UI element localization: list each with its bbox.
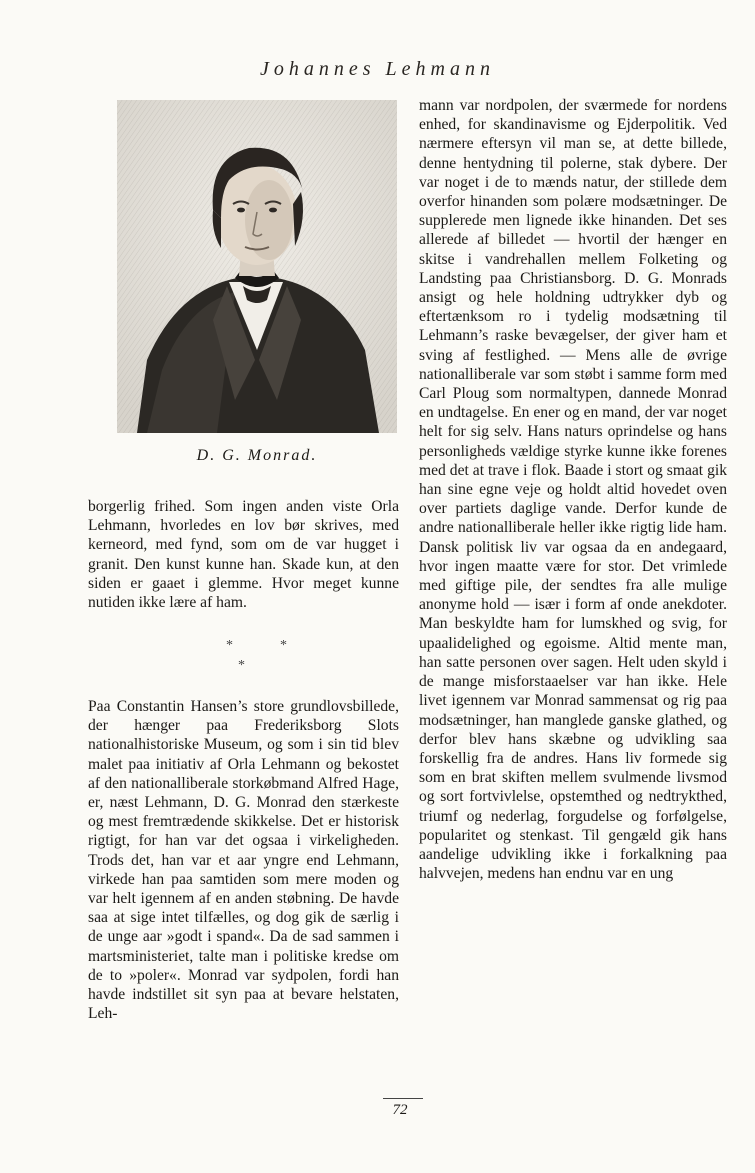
body-text-left-top bbox=[88, 497, 399, 612]
body-text-left-bottom bbox=[88, 697, 399, 1023]
section-separator: * bbox=[280, 638, 287, 653]
page-number: 72 bbox=[392, 1102, 408, 1118]
portrait-image bbox=[117, 100, 397, 433]
section-separator: * bbox=[238, 658, 245, 673]
paragraph: Paa Constantin Hansen’s store grundlovsbillede, der hænger paa Frederiksborg Slots nationalhistoriske Museum, og som i sin tid blev malet paa initiativ af Orla Lehmann og bekostet af den nationalliberale storkøbmand Alfred Hage, er, næst Lehmann, D. G. Monrad den stærkeste og mest fremtrædende skikkelse. Det er historisk rigtigt, for han var det ogsaa i virkeligheden. Trods det, han var et aar yngre end Lehmann, virkede han paa samtiden som mere moden og var helt igennem af en anden støbning. De havde saa at sige intet tilfælles, og dog gik de særlig i de unge aar »godt i spand«. Da de sad sammen i martsministeriet, talte man i politiske kredse om de to »poler«. Monrad var sydpolen, fordi han havde indstillet sit syn paa at bevare helstaten, Leh- bbox=[88, 698, 399, 1023]
paragraph: mann var nordpolen, der sværmede for nordens enhed, for skandinavisme og Ejderpolitik. Ved nærmere eftersyn vil man se, at dette billede, denne hentydning til polerne, stak dybere. Der var noget i de to mænds natur, der stillede dem overfor hinanden som polære modsætninger. De supplerede men lignede ikke hinanden. Det ses allerede af billedet — hvortil der hænger en skitse i vandrehallen mellem Folketing og Landsting paa Christiansborg. D. G. Monrads ansigt og hele holdning udtrykker dyb og eftertænksom ro i tydelig modsætning til Lehmann’s raske bevægelser, der giver ham et sving af festlighed. — Mens alle de øvrige nationalliberale var som støbt i samme form med Carl Ploug som normaltypen, dannede Monrad en undtagelse. En ener og en mand, der var noget helt for sig selv. Hans naturs oprindelse og hans personligheds vældige styrke kunne ikke forenes med det at trave i flok. Baade i stort og smaat gik han sine egne veje og holdt altid hovedet oven over partiets daglige vande. Derfor kunde de andre nationalliberale heller ikke rigtig lide ham. Dansk politisk liv var ogsaa da en andegaard, hvor ingen maatte være for stor. Det vrimlede med giftige pile, der sendtes fra alle mulige anonyme hold — især i form af onde anekdoter. Man beskyldte ham for lumskhed og svig, for upaalidelighed og egoisme. Altid mente man, han satte personen over sagen. Helt uden skyld i de mange misforstaaelser var han ikke. Hele livet igennem var Monrad sammensat og rig paa modsætninger, han manglede ganske glathed, og derfor blev hans skæbne og udvikling saa forskellig fra de andres. Hans liv formede sig som en brat skiften mellem svulmende livsmod og sort fortvivlelse, opstemthed og nedtrykthed, triumf og nederlag, forgudelse og forfølgelse, popularitet og stenkast. Til gengæld gik hans aandelige udvikling ikke i forkalkning paa halvvejen, medens han endnu var en ung bbox=[419, 97, 727, 883]
figure-caption: D. G. Monrad. bbox=[196, 447, 318, 464]
body-text-right bbox=[419, 96, 727, 883]
running-title: Johannes Lehmann bbox=[260, 58, 495, 80]
engraved-portrait-icon bbox=[117, 100, 397, 433]
section-separator: * bbox=[226, 638, 233, 653]
folio-rule bbox=[383, 1098, 423, 1099]
paragraph: borgerlig frihed. Som ingen anden viste Orla Lehmann, hvorledes en lov bør skrives, med kerneord, med fynd, som om de var hugget i granit. Den kunst kunne han. Skade kun, at den siden er gaaet i glemme. Hvor meget kunne nutiden ikke lære af ham. bbox=[88, 498, 399, 612]
